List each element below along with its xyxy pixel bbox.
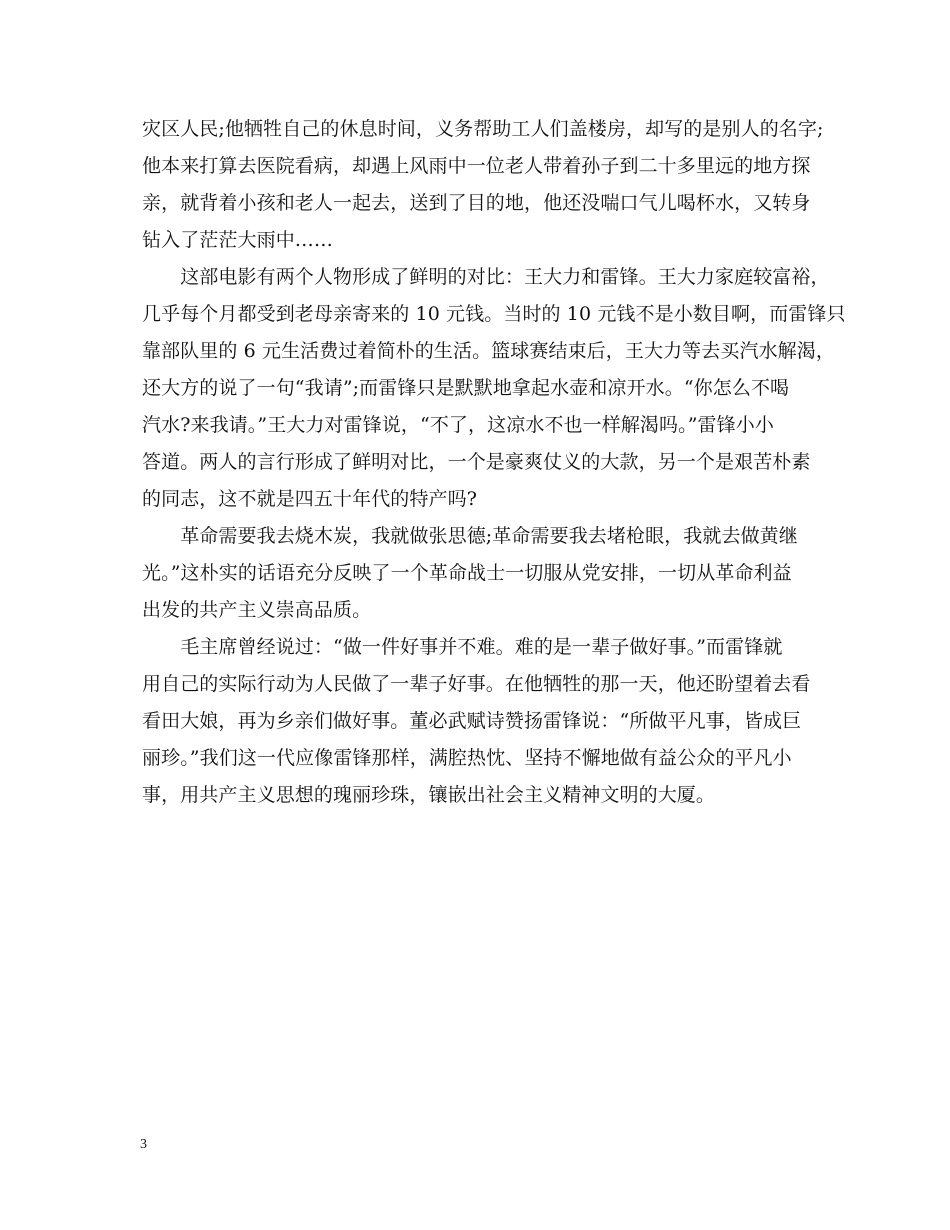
body-text-line: 汽水?来我请。”王大力对雷锋说，“不了，这凉水不也一样解渴吗。”雷锋小小: [142, 414, 774, 436]
body-text-line: 答道。两人的言行形成了鲜明对比，一个是豪爽仗义的大款，另一个是艰苦朴素: [142, 451, 811, 473]
body-text-line: 亲，就背着小孩和老人一起去，送到了目的地，他还没喘口气儿喝杯水，又转身: [142, 192, 811, 214]
body-text-line: 靠部队里的 6 元生活费过着简朴的生活。篮球赛结束后，王大力等去买汽水解渴，: [142, 340, 835, 362]
body-text-line: 他本来打算去医院看病，却遇上风雨中一位老人带着孙子到二十多里远的地方探: [142, 155, 811, 177]
body-text-line: 出发的共产主义崇高品质。: [142, 599, 372, 621]
body-text-line: 看田大娘，再为乡亲们做好事。董必武赋诗赞扬雷锋说：“所做平凡事，皆成巨: [142, 710, 802, 732]
body-text-line: 的同志，这不就是四五十年代的特产吗?: [142, 488, 477, 510]
body-text-line: 还大方的说了一句“我请”;而雷锋只是默默地拿起水壶和凉开水。“你怎么不喝: [142, 377, 790, 399]
body-text-line: 用自己的实际行动为人民做了一辈子好事。在他牺牲的那一天，他还盼望着去看: [142, 673, 811, 695]
body-text-line: 丽珍。”我们这一代应像雷锋那样，满腔热忱、坚持不懈地做有益公众的平凡小: [142, 747, 792, 769]
body-text-line: 事，用共产主义思想的瑰丽珍珠，镶嵌出社会主义精神文明的大厦。: [142, 784, 716, 806]
body-text-line: 毛主席曾经说过：“做一件好事并不难。难的是一辈子做好事。”而雷锋就: [142, 636, 783, 658]
body-text-line: 几乎每个月都受到老母亲寄来的 10 元钱。当时的 10 元钱不是小数目啊，而雷锋只: [142, 303, 846, 325]
body-text-line: 灾区人民;他牺牲自己的休息时间，义务帮助工人们盖楼房，却写的是别人的名字;: [142, 118, 824, 140]
page-number: 3: [140, 1137, 147, 1152]
body-text-line: 钻入了茫茫大雨中……: [142, 229, 334, 251]
body-text-line: 革命需要我去烧木炭，我就做张思德;革命需要我去堵枪眼，我就去做黄继: [142, 525, 798, 547]
body-text-line: 这部电影有两个人物形成了鲜明的对比：王大力和雷锋。王大力家庭较富裕，: [142, 266, 830, 288]
body-text-line: 光。”这朴实的话语充分反映了一个革命战士一切服从党安排，一切从革命利益: [142, 562, 792, 584]
